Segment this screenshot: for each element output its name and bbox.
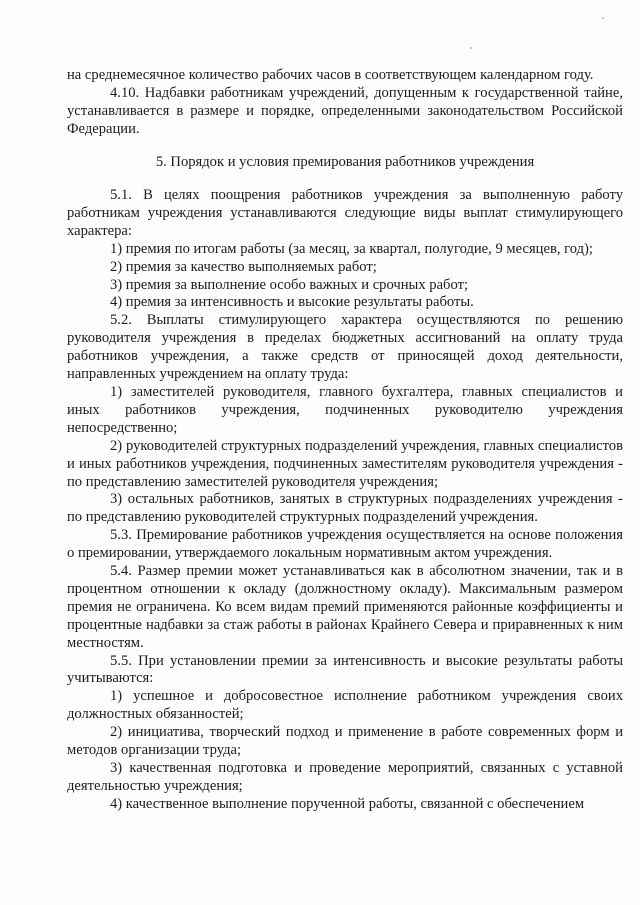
list-item: 3) остальных работников, занятых в структурных подразделениях учреждения - по представлению руководителей структурных подразделений учреждения. bbox=[67, 491, 623, 526]
list-item: 2) премия за качество выполняемых работ; bbox=[110, 258, 377, 275]
paragraph-5-1: 5.1. В целях поощрения работников учреждения за выполненную работу работникам учреждения устанавливаются следующие виды выплат стимулирующего характера: bbox=[67, 187, 623, 239]
paragraph-5-2: 5.2. Выплаты стимулирующего характера осуществляются по решению руководителя учреждения в пределах бюджетных ассигнований на оплату труда работников учреждения, а также средств от приносящей доход деятельности, направленных учреждением на оплату труда: bbox=[67, 312, 623, 383]
list-item: 4) премия за интенсивность и высокие результаты работы. bbox=[110, 294, 474, 311]
intro-block bbox=[67, 67, 623, 139]
list-item: 1) премия по итогам работы (за месяц, за квартал, полугодие, 9 месяцев, год); bbox=[110, 240, 593, 257]
list-item: 2) руководителей структурных подразделений учреждения, главных специалистов и иных работников учреждения, подчиненных заместителям руководителя учреждения - по представлению заместителей руководителя учреждения; bbox=[67, 437, 623, 490]
section-5-body bbox=[67, 187, 623, 814]
list-item: 3) премия за выполнение особо важных и срочных работ; bbox=[110, 276, 469, 293]
paragraph-5-5: 5.5. При установлении премии за интенсивность и высокие результаты работы учитываются: bbox=[67, 652, 623, 687]
list-item: 2) инициатива, творческий подход и применение в работе современных форм и методов организации труда; bbox=[67, 724, 623, 759]
paragraph-4-10: 4.10. Надбавки работникам учреждений, допущенным к государственной тайне, устанавливается в размере и порядке, определенными законодательством Российской Федерации. bbox=[67, 84, 623, 137]
scan-speck bbox=[470, 47, 472, 49]
list-item: 4) качественное выполнение порученной работы, связанной с обеспечением bbox=[110, 795, 585, 812]
paragraph-5-3: 5.3. Премирование работников учреждения осуществляется на основе положения о премировании, утверждаемого локальным нормативным актом учреждения. bbox=[67, 527, 623, 562]
section-heading: 5. Порядок и условия премирования работников учреждения bbox=[155, 154, 535, 170]
paragraph-5-4: 5.4. Размер премии может устанавливаться как в абсолютном значении, так и в процентном отношении к окладу (должностному окладу). Максимальным размером премия не ограничена. Ко всем видам премий применяются районные коэффициенты и процентные надбавки за стаж работы в районах Крайнего Севера и приравненных к ним местностям. bbox=[67, 563, 623, 651]
scan-speck bbox=[602, 17, 604, 19]
intro-line: на среднемесячное количество рабочих часов в соответствующем календарном году. bbox=[67, 67, 594, 83]
list-item: 3) качественная подготовка и проведение мероприятий, связанных с уставной деятельностью учреждения; bbox=[67, 760, 623, 794]
list-item: 1) заместителей руководителя, главного бухгалтера, главных специалистов и иных работников учреждения, подчиненных руководителю учреждения непосредственно; bbox=[67, 383, 623, 436]
list-item: 1) успешное и добросовестное исполнение работником учреждения своих должностных обязанностей; bbox=[67, 688, 623, 723]
